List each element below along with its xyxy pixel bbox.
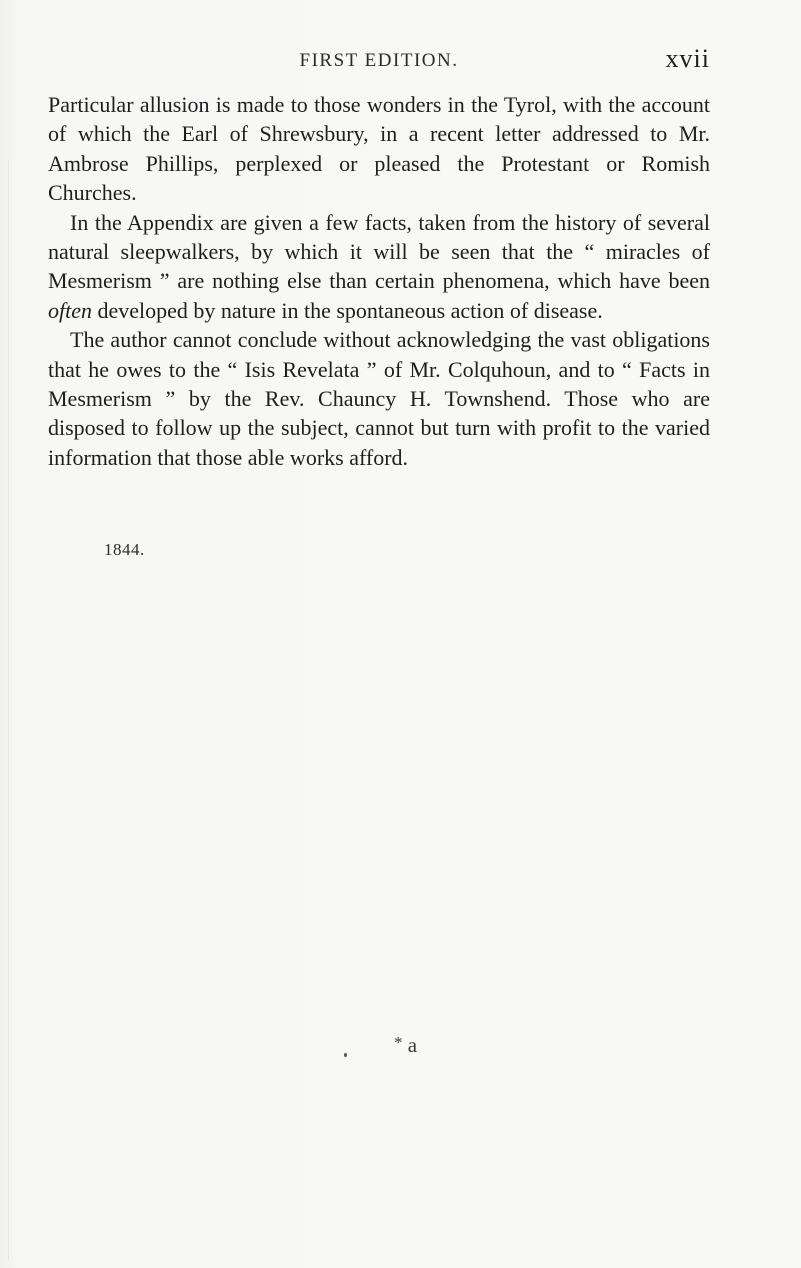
running-head — [48, 44, 710, 80]
paper-speck — [344, 1053, 347, 1057]
signature-mark — [394, 1033, 417, 1058]
signature-letter: a — [407, 1033, 418, 1057]
asterisk-mark: * — [394, 1033, 403, 1052]
page-edge-shadow — [8, 160, 9, 1260]
paragraph-acknowledgement — [48, 325, 710, 472]
paragraph-text: In the Appendix are given a few facts, taken from the history of several natural sleepwalkers, by which it will be seen that the “ miracles of Mesmerism ” are nothing else than certain phenomena, which have been — [48, 209, 710, 294]
paragraph-appendix — [48, 208, 710, 326]
page-number: xvii — [665, 44, 710, 73]
paragraph-tyrol — [48, 90, 710, 208]
emphasis-often: often — [48, 297, 92, 323]
paragraph-text: The author cannot conclude without acknowledging the vast obligations that he owes to the “ Isis Revelata ” of Mr. Colquhoun, and to “ Facts in Mesmerism ” by the Rev. Chauncy H. Townshend. Those who are disposed to follow up the subject, cannot but turn with profit to the varied information that those able works afford. — [48, 327, 710, 470]
preface-text — [48, 90, 710, 472]
date-line: 1844. — [104, 540, 145, 559]
paragraph-text: Particular allusion is made to those wonders in the Tyrol, with the account of which the Earl of Shrewsbury, in a recent letter addressed to Mr. Ambrose Phillips, perplexed or pleased the Protestant or Romish Churches. — [48, 92, 710, 206]
running-title: FIRST EDITION. — [299, 50, 459, 71]
paragraph-text-continued: developed by nature in the spontaneous action of disease. — [92, 297, 603, 323]
